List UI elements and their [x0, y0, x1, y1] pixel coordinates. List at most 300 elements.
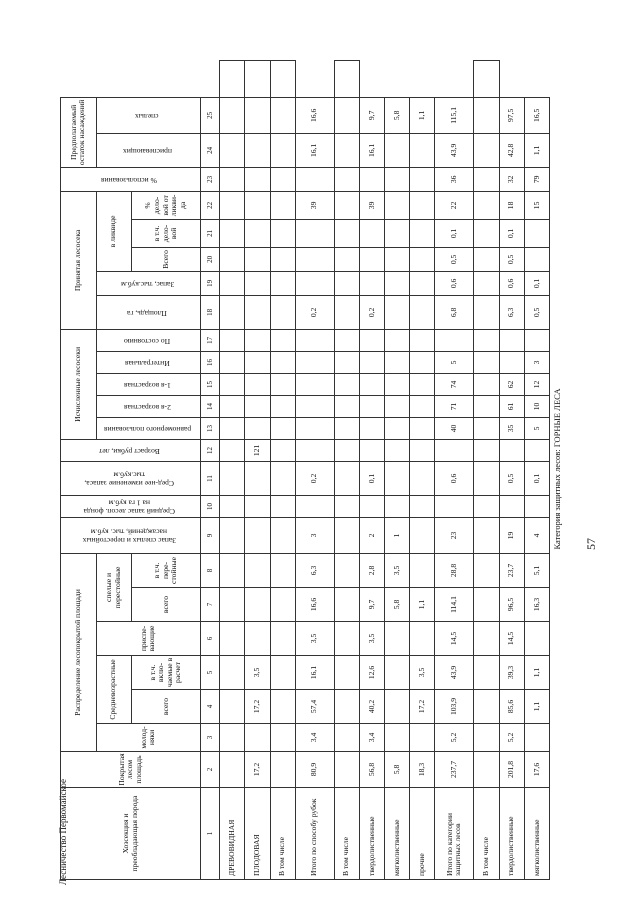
- table-cell: [270, 61, 295, 98]
- column-number-row: [201, 61, 220, 880]
- table-cell: [220, 247, 245, 271]
- table-cell: [270, 690, 295, 724]
- table-cell: [334, 271, 359, 295]
- table-cell: 4: [524, 517, 549, 553]
- table-cell: [270, 461, 295, 495]
- table-row: [334, 61, 359, 880]
- table-cell: [385, 461, 410, 495]
- header-stock-mature: Запас спелых и перестойных насаждений, тыс. куб.м: [61, 517, 201, 553]
- table-cell: [295, 219, 334, 247]
- table-cell: [270, 219, 295, 247]
- table-cell: 16,5: [524, 97, 549, 133]
- column-number: 9: [201, 517, 220, 553]
- table-cell: [385, 351, 410, 373]
- header-avg-change: Сред-нее изменение запаса, тыс.куб.м: [61, 461, 201, 495]
- table-cell: [499, 351, 524, 373]
- table-cell: [410, 329, 435, 351]
- table-cell: [270, 588, 295, 622]
- table-cell: 79: [524, 167, 549, 191]
- table-cell: [220, 656, 245, 690]
- table-row: [474, 61, 499, 880]
- table-cell: 201,8: [499, 752, 524, 788]
- table-cell: [270, 191, 295, 219]
- table-cell: [474, 690, 499, 724]
- header-mature-overmature: в т.ч. пере-стойные: [131, 553, 200, 587]
- table-cell: 5,1: [524, 553, 549, 587]
- table-cell: [245, 219, 270, 247]
- table-cell: [220, 690, 245, 724]
- header-covered-area: Покрытая лесом площадь: [61, 752, 201, 788]
- table-cell: 6,3: [499, 295, 524, 329]
- table-cell: 0,1: [499, 219, 524, 247]
- table-cell: [295, 439, 334, 461]
- table-cell: [385, 271, 410, 295]
- category-caption: Категория защитных лесов: ГОРНЫЕ ЛЕСА: [552, 388, 562, 550]
- column-number: 5: [201, 656, 220, 690]
- row-label: мягколиственные: [524, 788, 549, 880]
- table-cell: [295, 167, 334, 191]
- table-cell: [359, 495, 384, 517]
- table-cell: [474, 417, 499, 439]
- table-cell: 16,1: [359, 133, 384, 167]
- table-cell: [295, 351, 334, 373]
- table-cell: 3,5: [385, 553, 410, 587]
- table-cell: [410, 219, 435, 247]
- table-cell: [334, 351, 359, 373]
- table-cell: [334, 167, 359, 191]
- table-cell: 3,4: [295, 724, 334, 752]
- table-cell: [359, 351, 384, 373]
- table-cell: [334, 247, 359, 271]
- table-cell: [359, 271, 384, 295]
- header-remaining: Предполагаемый остаток насаждений: [61, 97, 97, 167]
- table-cell: [410, 553, 435, 587]
- table-cell: 62: [499, 373, 524, 395]
- table-cell: [245, 395, 270, 417]
- table-cell: [334, 417, 359, 439]
- table-cell: [220, 395, 245, 417]
- table-cell: [334, 690, 359, 724]
- table-cell: [220, 167, 245, 191]
- table-cell: [220, 724, 245, 752]
- header-liquid-incl: в т.ч. дело-вой: [131, 219, 200, 247]
- table-cell: 40,2: [359, 690, 384, 724]
- table-cell: 0,5: [499, 461, 524, 495]
- table-cell: [270, 167, 295, 191]
- table-cell: 0,1: [359, 461, 384, 495]
- table-cell: [410, 395, 435, 417]
- table-cell: [474, 167, 499, 191]
- table-cell: 3,5: [410, 656, 435, 690]
- table-cell: 0,1: [524, 271, 549, 295]
- table-cell: 28,8: [435, 553, 474, 587]
- table-cell: [410, 622, 435, 656]
- table-cell: [295, 329, 334, 351]
- table-cell: [474, 247, 499, 271]
- table-cell: [385, 295, 410, 329]
- table-cell: [245, 553, 270, 587]
- table-cell: 3,5: [359, 622, 384, 656]
- table-cell: [334, 97, 359, 133]
- table-cell: [220, 61, 245, 98]
- column-number: 8: [201, 553, 220, 587]
- table-cell: [334, 329, 359, 351]
- table-cell: [334, 295, 359, 329]
- table-cell: [435, 495, 474, 517]
- table-cell: [474, 752, 499, 788]
- table-cell: 0,6: [499, 271, 524, 295]
- table-cell: [270, 622, 295, 656]
- table-cell: [359, 219, 384, 247]
- table-cell: [359, 395, 384, 417]
- forestry-label: Лесничество Первомайское: [58, 779, 68, 885]
- table-cell: [245, 517, 270, 553]
- table-cell: 32: [499, 167, 524, 191]
- table-cell: 56,8: [359, 752, 384, 788]
- table-cell: 16,6: [295, 97, 334, 133]
- table-cell: 0,2: [359, 295, 384, 329]
- column-number: 17: [201, 329, 220, 351]
- table-cell: [334, 395, 359, 417]
- table-cell: [245, 622, 270, 656]
- table-cell: 5,2: [499, 724, 524, 752]
- table-cell: [220, 295, 245, 329]
- table-cell: [385, 329, 410, 351]
- table-cell: [270, 417, 295, 439]
- table-cell: [334, 191, 359, 219]
- page-number: 57: [584, 538, 598, 550]
- header-mature-total: всего: [131, 588, 200, 622]
- table-row: [295, 61, 334, 880]
- table-cell: [474, 495, 499, 517]
- table-cell: 57,4: [295, 690, 334, 724]
- table-cell: 39: [359, 191, 384, 219]
- table-cell: [410, 351, 435, 373]
- header-middle-aged: Средневозрастные: [96, 656, 131, 724]
- table-cell: 9,7: [359, 588, 384, 622]
- table-cell: 16,1: [295, 133, 334, 167]
- column-number: 22: [201, 191, 220, 219]
- table-cell: [245, 495, 270, 517]
- table-cell: 0,2: [295, 295, 334, 329]
- table-cell: [220, 517, 245, 553]
- table-cell: 74: [435, 373, 474, 395]
- table-cell: 85,6: [499, 690, 524, 724]
- column-number: 16: [201, 351, 220, 373]
- table-cell: 97,5: [499, 97, 524, 133]
- table-row: [435, 61, 474, 880]
- table-cell: 61: [499, 395, 524, 417]
- table-cell: [245, 247, 270, 271]
- table-cell: [334, 656, 359, 690]
- table-cell: [220, 373, 245, 395]
- header-liquid-total: Всего: [131, 247, 200, 271]
- table-cell: [270, 495, 295, 517]
- table-cell: [474, 439, 499, 461]
- table-cell: [295, 271, 334, 295]
- row-label: прочие: [410, 788, 435, 880]
- table-cell: [220, 461, 245, 495]
- table-cell: 18,3: [410, 752, 435, 788]
- table-cell: [474, 61, 499, 98]
- table-cell: [220, 588, 245, 622]
- table-cell: 42,8: [499, 133, 524, 167]
- table-cell: [270, 517, 295, 553]
- table-cell: 0,1: [524, 461, 549, 495]
- table-cell: [220, 329, 245, 351]
- column-number: 20: [201, 247, 220, 271]
- row-label: твердолиственные: [499, 788, 524, 880]
- table-cell: [295, 247, 334, 271]
- column-number: 19: [201, 271, 220, 295]
- table-cell: [410, 417, 435, 439]
- table-cell: [410, 373, 435, 395]
- table-cell: [435, 329, 474, 351]
- table-cell: 16,3: [524, 588, 549, 622]
- table-cell: [385, 417, 410, 439]
- header-mid-included: в т.ч. вклю-чаемые в расчет: [131, 656, 200, 690]
- table-cell: 0,1: [435, 219, 474, 247]
- table-cell: [270, 295, 295, 329]
- table-cell: [334, 588, 359, 622]
- table-cell: 5: [524, 417, 549, 439]
- header-area: Площадь, га: [96, 295, 200, 329]
- table-cell: 3,5: [295, 622, 334, 656]
- header-maturing: приспе-вающие: [96, 622, 200, 656]
- table-cell: [245, 295, 270, 329]
- table-cell: [499, 329, 524, 351]
- table-cell: 115,1: [435, 97, 474, 133]
- header-first-age: 1-я возрастная: [96, 373, 200, 395]
- column-number: 2: [201, 752, 220, 788]
- column-number: 10: [201, 495, 220, 517]
- table-cell: [334, 517, 359, 553]
- table-cell: 1,1: [410, 97, 435, 133]
- column-number: 24: [201, 133, 220, 167]
- table-cell: 0,2: [295, 461, 334, 495]
- table-row: [524, 61, 549, 880]
- table-cell: [385, 656, 410, 690]
- table-cell: 1,1: [524, 656, 549, 690]
- table-cell: [220, 271, 245, 295]
- table-cell: [220, 495, 245, 517]
- column-number: 12: [201, 439, 220, 461]
- column-number: 6: [201, 622, 220, 656]
- table-cell: [474, 133, 499, 167]
- row-label: В том числе: [474, 788, 499, 880]
- table-cell: 17,2: [245, 690, 270, 724]
- table-cell: [474, 329, 499, 351]
- table-cell: [295, 417, 334, 439]
- table-cell: 6,8: [435, 295, 474, 329]
- table-cell: [474, 373, 499, 395]
- table-cell: [385, 439, 410, 461]
- table-cell: 10: [524, 395, 549, 417]
- table-row: [220, 61, 245, 880]
- table-cell: 17,6: [524, 752, 549, 788]
- row-label: В том числе: [270, 788, 295, 880]
- table-body: [220, 61, 550, 880]
- table-cell: 12,6: [359, 656, 384, 690]
- table-cell: [385, 373, 410, 395]
- table-cell: 80,9: [295, 752, 334, 788]
- table-cell: [245, 97, 270, 133]
- table-cell: [295, 373, 334, 395]
- table-row: [245, 61, 270, 880]
- table-cell: [359, 373, 384, 395]
- table-cell: [220, 351, 245, 373]
- table-cell: 5,8: [385, 588, 410, 622]
- column-number: 11: [201, 461, 220, 495]
- table-cell: [245, 724, 270, 752]
- table-cell: [410, 271, 435, 295]
- column-number: 1: [201, 788, 220, 880]
- table-cell: [334, 461, 359, 495]
- table-cell: [385, 724, 410, 752]
- column-number: 13: [201, 417, 220, 439]
- column-number: 25: [201, 97, 220, 133]
- table-cell: 43,9: [435, 656, 474, 690]
- table-cell: [334, 219, 359, 247]
- table-row: [385, 61, 410, 880]
- table-cell: [385, 167, 410, 191]
- table-cell: [245, 271, 270, 295]
- table-cell: [245, 373, 270, 395]
- table-cell: [245, 461, 270, 495]
- table-cell: 36: [435, 167, 474, 191]
- table-cell: 23: [435, 517, 474, 553]
- table-cell: [474, 97, 499, 133]
- header-even-use: равномерного пользования: [96, 417, 200, 439]
- table-cell: [334, 495, 359, 517]
- table-cell: [385, 395, 410, 417]
- table-cell: 2: [359, 517, 384, 553]
- table-cell: 6,3: [295, 553, 334, 587]
- table-cell: 3,4: [359, 724, 384, 752]
- table-cell: [270, 271, 295, 295]
- table-cell: [474, 656, 499, 690]
- header-accepted: Принятая лесосека: [61, 191, 97, 329]
- table-cell: [410, 724, 435, 752]
- table-cell: [474, 517, 499, 553]
- table-cell: 5,2: [435, 724, 474, 752]
- table-cell: [474, 622, 499, 656]
- table-row: [410, 61, 435, 880]
- table-cell: 23,7: [499, 553, 524, 587]
- table-cell: [474, 461, 499, 495]
- table-cell: [245, 417, 270, 439]
- row-label: мягколиственные: [385, 788, 410, 880]
- table-cell: 16,6: [295, 588, 334, 622]
- table-cell: 22: [435, 191, 474, 219]
- table-cell: 114,1: [435, 588, 474, 622]
- table-cell: 1,1: [410, 588, 435, 622]
- header-section: Хозсекция и преобладающая порода: [61, 788, 201, 880]
- table-cell: 3,5: [245, 656, 270, 690]
- table-cell: [270, 97, 295, 133]
- table-cell: [359, 439, 384, 461]
- table-cell: [524, 622, 549, 656]
- table-cell: [270, 329, 295, 351]
- table-cell: [220, 752, 245, 788]
- table-cell: [474, 395, 499, 417]
- table-cell: 39: [295, 191, 334, 219]
- table-cell: [385, 133, 410, 167]
- header-calculated: Исчисленные лесосеки: [61, 329, 97, 439]
- header-mature-group: спелые и перестойные: [96, 553, 131, 621]
- table-cell: [474, 271, 499, 295]
- table-cell: 5,8: [385, 97, 410, 133]
- table-cell: [270, 656, 295, 690]
- table-cell: [410, 167, 435, 191]
- table-cell: 35: [499, 417, 524, 439]
- table-cell: [385, 191, 410, 219]
- table-cell: [270, 724, 295, 752]
- table-cell: 96,5: [499, 588, 524, 622]
- table-cell: [410, 247, 435, 271]
- table-cell: [220, 417, 245, 439]
- table-cell: 121: [245, 439, 270, 461]
- table-cell: [524, 724, 549, 752]
- table-cell: [410, 133, 435, 167]
- table-cell: [524, 247, 549, 271]
- table-cell: 39,3: [499, 656, 524, 690]
- table-cell: 17,2: [245, 752, 270, 788]
- table-cell: [474, 553, 499, 587]
- row-label: ДРЕВОВИДНАЯ: [220, 788, 245, 880]
- table-cell: 17,2: [410, 690, 435, 724]
- header-liquid: в ликвиде: [96, 191, 131, 271]
- column-number: 4: [201, 690, 220, 724]
- table-cell: [270, 439, 295, 461]
- table-cell: 103,9: [435, 690, 474, 724]
- table-cell: [524, 439, 549, 461]
- row-label: В том числе: [334, 788, 359, 880]
- table-cell: [245, 167, 270, 191]
- table-cell: [245, 133, 270, 167]
- table-cell: 5,8: [385, 752, 410, 788]
- header-integral: Интегральная: [96, 351, 200, 373]
- table-row: [499, 61, 524, 880]
- table-cell: [245, 61, 270, 98]
- table-cell: [270, 351, 295, 373]
- table-cell: [474, 295, 499, 329]
- table-cell: 14,5: [499, 622, 524, 656]
- table-cell: [270, 752, 295, 788]
- table-cell: 0,6: [435, 461, 474, 495]
- table-cell: [359, 247, 384, 271]
- header-cutting-age: Возраст рубки, лет: [61, 439, 201, 461]
- table-cell: [524, 329, 549, 351]
- table-cell: 40: [435, 417, 474, 439]
- table-cell: [334, 373, 359, 395]
- table-cell: [524, 219, 549, 247]
- table-cell: [385, 690, 410, 724]
- table-cell: 0,6: [435, 271, 474, 295]
- row-label: твердолиственные: [359, 788, 384, 880]
- table-cell: [410, 461, 435, 495]
- table-cell: [499, 439, 524, 461]
- table-cell: [359, 329, 384, 351]
- table-cell: [524, 495, 549, 517]
- table-cell: 43,9: [435, 133, 474, 167]
- table-cell: [270, 133, 295, 167]
- table-cell: [334, 622, 359, 656]
- table-cell: 1,1: [524, 133, 549, 167]
- table-cell: 0,5: [435, 247, 474, 271]
- table-cell: [385, 622, 410, 656]
- table-cell: [334, 61, 359, 98]
